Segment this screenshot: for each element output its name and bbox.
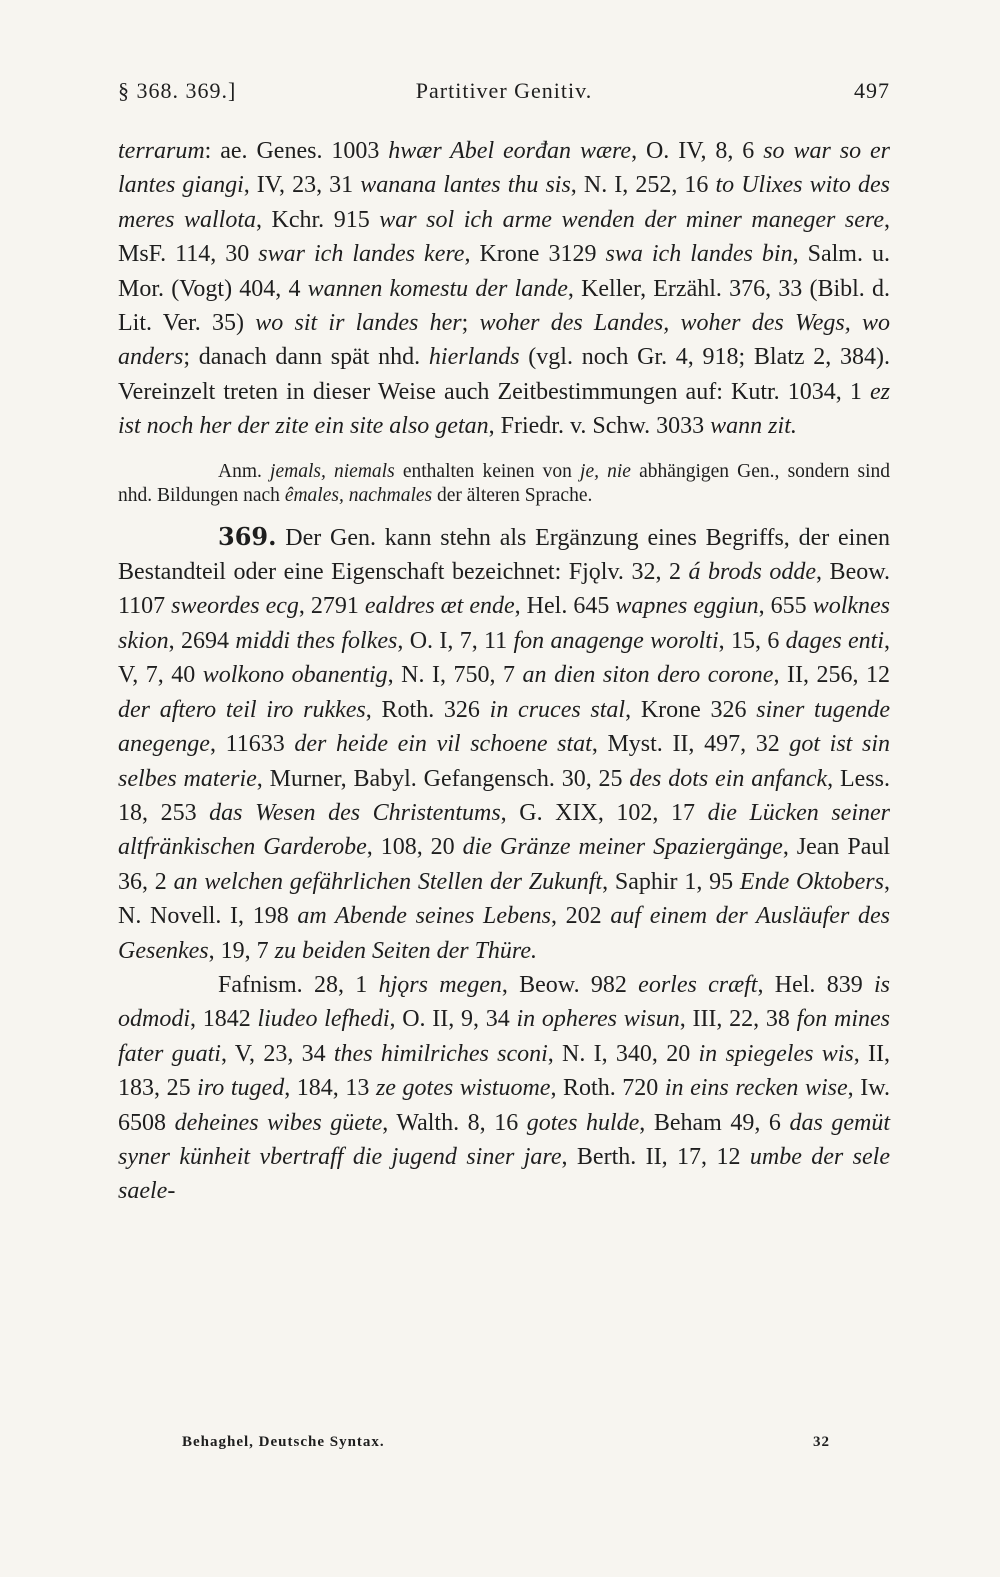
text-run: , Myst. II, 497, 32 <box>591 731 790 758</box>
text-run: , MsF. 114, 30 <box>118 206 891 268</box>
italic-citation: in eins recken wise <box>664 1075 848 1102</box>
italic-citation: der aftero teil iro rukkes <box>118 696 366 723</box>
italic-citation: liudeo lefhedi <box>257 1006 390 1033</box>
text-run: , N. I, 340, 20 <box>547 1040 699 1067</box>
text-run: (vgl. noch Gr. 4, 918; Blatz 2, 384). Vereinzelt treten in dieser Weise auch Zeitbestimmungen auf: Kutr. 1034, 1 <box>118 344 890 405</box>
text-run: , Berth. II, 17, 12 <box>561 1143 750 1170</box>
text-run: , Krone 326 <box>625 696 757 723</box>
text-run: , Jean Paul 36, 2 <box>118 834 891 895</box>
text-run: , G. XIX, 102, 17 <box>500 799 708 826</box>
text-run: , 184, 13 <box>284 1075 376 1102</box>
italic-citation: swar ich landes kere <box>258 241 465 268</box>
text-run: , II, 256, 12 <box>773 662 890 689</box>
text-run: Anm. <box>218 460 271 482</box>
italic-citation: an dien siton dero corone <box>522 662 774 689</box>
italic-citation: so war so er lantes giangi <box>118 138 890 199</box>
text-run: , V, 7, 40 <box>118 627 890 689</box>
italic-citation: in spiegeles wis <box>698 1040 854 1067</box>
italic-citation: auf einem der Ausläufer des Gesenkes <box>118 903 890 964</box>
italic-citation: jemals, niemals <box>270 460 395 482</box>
italic-citation: zu beiden Seiten der Thüre. <box>274 937 538 964</box>
italic-citation: fon mines fater guati <box>118 1006 891 1067</box>
italic-citation: sweordes ecg <box>171 593 299 620</box>
italic-citation: dages enti <box>785 627 884 654</box>
italic-citation: woher des Landes, woher des Wegs, wo anders <box>118 310 891 371</box>
italic-citation: in cruces stal <box>489 696 626 723</box>
text-run: , Kchr. 915 <box>255 206 380 233</box>
text-run: , O. I, 7, 11 <box>397 627 514 654</box>
text-run: , Krone 3129 <box>464 241 606 268</box>
italic-citation: die Lücken seiner altfränkischen Garderobe <box>118 799 890 861</box>
italic-citation: is odmodi <box>118 971 891 1033</box>
text-run: , 11633 <box>209 731 295 758</box>
paragraph-369-text <box>118 525 890 964</box>
italic-citation: war sol ich arme wenden der miner maneger sere <box>379 206 885 233</box>
text-run: , O. IV, 8, 6 <box>631 138 764 164</box>
italic-citation: wannen komestu der lande <box>307 275 568 302</box>
text-run: , Beham 49, 6 <box>639 1109 790 1136</box>
text-run: , Saphir 1, 95 <box>602 868 740 895</box>
italic-citation: wanana lantes thu sis <box>360 172 571 199</box>
italic-citation: der heide ein vil schoene stat <box>294 731 592 758</box>
italic-citation: fon anagenge worolti <box>513 627 719 654</box>
text-run: Der Gen. kann stehn als Ergänzung eines Begriffs, der einen Bestandteil oder eine Eigenschaft bezeichnet: Fjǫlv. 32, 2 <box>118 524 890 586</box>
italic-citation: swa ich landes bin <box>605 241 793 268</box>
italic-citation: á brods odde <box>688 559 817 586</box>
text-run: ; danach dann spät nhd. <box>183 344 429 371</box>
text-run: , 202 <box>550 903 611 930</box>
text-run: Fafnism. 28, 1 <box>218 971 379 998</box>
text-run: , III, 22, 38 <box>679 1006 797 1033</box>
italic-citation: das Wesen des Christentums <box>209 799 501 826</box>
italic-citation: umbe der sele saele- <box>118 1143 890 1205</box>
header-page-number: 497 <box>854 78 890 103</box>
italic-citation: wapnes eggiun <box>615 593 759 620</box>
italic-citation: des dots ein anfanck <box>629 765 828 792</box>
text-run: , 108, 20 <box>366 834 463 861</box>
text-run: , N. Novell. I, 198 <box>118 868 890 930</box>
text-run: , Beow. 982 <box>501 971 639 998</box>
italic-citation: wolknes skion <box>118 593 891 654</box>
text-run: , 19, 7 <box>208 937 275 964</box>
text-run: ; <box>461 310 480 337</box>
italic-citation: to Ulixes wito des meres wallota <box>118 172 890 233</box>
text-run: , Murner, Babyl. Gefangensch. 30, 25 <box>256 765 630 792</box>
running-header <box>118 78 890 118</box>
text-run: , 2694 <box>168 627 236 654</box>
italic-citation: Ende Oktobers <box>739 868 884 895</box>
text-run: der älteren Sprache. <box>432 484 593 506</box>
text-run: , 1842 <box>190 1006 258 1033</box>
italic-citation: ez ist noch her der zite ein site also getan <box>118 378 890 440</box>
italic-citation: das gemüt syner künheit vbertraff die jugend siner jare <box>118 1109 891 1170</box>
italic-citation: wo sit ir landes her <box>255 310 462 337</box>
page-body <box>118 134 890 1209</box>
text-run: , Hel. 839 <box>757 971 875 998</box>
italic-citation: je, nie <box>580 460 631 482</box>
italic-citation: terrarum <box>118 138 205 164</box>
italic-citation: in opheres wisun <box>516 1006 680 1033</box>
italic-citation: hierlands <box>428 344 520 371</box>
text-run: , Salm. u. Mor. (Vogt) 404, 4 <box>118 241 890 302</box>
header-title: Partitiver Genitiv. <box>415 78 593 103</box>
italic-citation: hwær Abel eorđan wære <box>388 138 632 164</box>
text-run: , Roth. 326 <box>365 696 490 723</box>
italic-citation: wann zit. <box>710 413 797 440</box>
italic-citation: hjǫrs megen <box>378 971 502 998</box>
text-run: , Keller, Erzähl. 376, 33 (Bibl. d. Lit. Ver. 35) <box>118 275 890 337</box>
text-run: , Beow. 1107 <box>118 559 890 620</box>
text-run: , Walth. 8, 16 <box>382 1109 527 1136</box>
paragraph-369 <box>118 520 890 968</box>
text-run: , N. I, 750, 7 <box>387 662 523 689</box>
text-run: , 655 <box>758 593 813 620</box>
italic-citation: die Gränze meiner Spaziergänge <box>462 834 783 861</box>
text-run: , II, 183, 25 <box>118 1040 891 1102</box>
italic-citation: middi thes folkes <box>235 627 398 654</box>
text-run: , N. I, 252, 16 <box>570 172 716 199</box>
text-run: : ae. Genes. 1003 <box>204 138 389 164</box>
italic-citation: eorles cræft <box>638 971 758 998</box>
italic-citation: siner tugende anegenge <box>118 696 891 758</box>
italic-citation: ealdres æt ende <box>364 593 515 620</box>
footer-signature-mark: 32 <box>813 1434 830 1450</box>
text-run: enthalten keinen von <box>394 460 581 482</box>
italic-citation: iro tuged <box>197 1075 285 1102</box>
paragraph-369-continued <box>118 968 890 1209</box>
text-run: abhängigen Gen., sondern sind nhd. Bildungen nach <box>118 460 890 506</box>
section-number: 369. <box>218 521 277 551</box>
text-run: , IV, 23, 31 <box>243 172 361 199</box>
text-run: , 15, 6 <box>718 627 786 654</box>
text-run: , Hel. 645 <box>514 593 616 620</box>
text-run: , Roth. 720 <box>550 1075 665 1102</box>
text-run: , Iw. 6508 <box>118 1075 891 1136</box>
header-section-ref: § 368. 369.] <box>118 78 237 103</box>
page-footer <box>182 1434 830 1458</box>
text-run: , V, 23, 34 <box>220 1040 334 1067</box>
italic-citation: an welchen gefährlichen Stellen der Zukunft <box>173 868 603 895</box>
annotation-note <box>118 460 890 508</box>
footer-book-title: Behaghel, Deutsche Syntax. <box>182 1434 385 1450</box>
italic-citation: ze gotes wistuome <box>375 1075 551 1102</box>
italic-citation: êmales, nachmales <box>284 484 433 506</box>
italic-citation: am Abende seines Lebens <box>297 903 551 930</box>
italic-citation: thes himilriches sconi <box>333 1040 548 1067</box>
text-run: , Friedr. v. Schw. 3033 <box>488 413 711 440</box>
italic-citation: wolkono obanentig <box>202 662 388 689</box>
italic-citation: deheines wibes güete <box>174 1109 383 1136</box>
text-run: , 2791 <box>298 593 365 620</box>
text-run: , Less. 18, 253 <box>118 765 890 826</box>
paragraph-368-continued <box>118 134 890 444</box>
text-run: , O. II, 9, 34 <box>389 1006 517 1033</box>
italic-citation: got ist sin selbes materie <box>118 731 890 792</box>
italic-citation: gotes hulde <box>526 1109 640 1136</box>
